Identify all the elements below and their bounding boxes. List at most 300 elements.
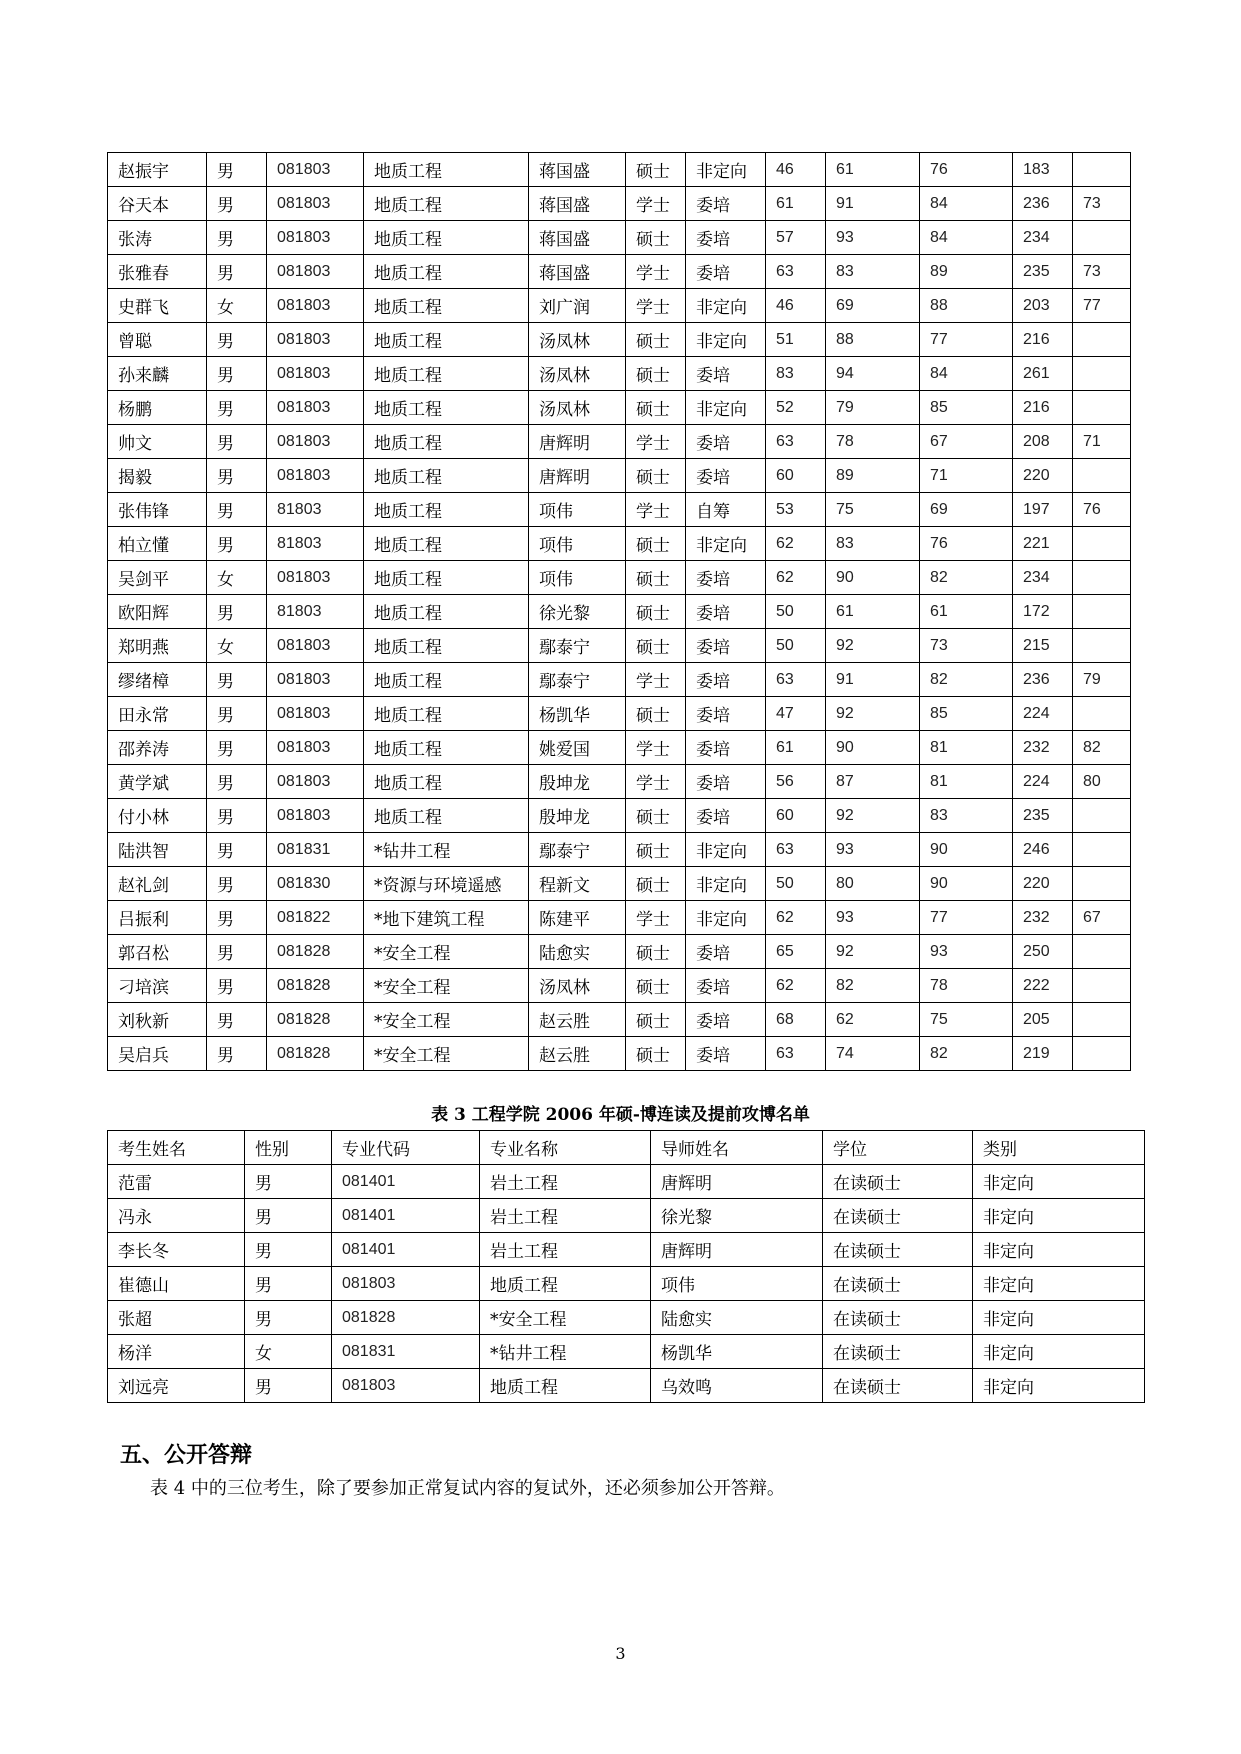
- master-phd-list-table-body: [108, 1165, 1145, 1403]
- table-cell: *安全工程: [364, 969, 529, 1003]
- table-cell: 杨鹏: [108, 391, 207, 425]
- table-cell: 非定向: [686, 289, 766, 323]
- table-cell: 曾聪: [108, 323, 207, 357]
- table-cell: 75: [826, 493, 920, 527]
- table-cell: [1073, 629, 1131, 663]
- table-cell: 非定向: [973, 1233, 1145, 1267]
- table-cell: 非定向: [973, 1199, 1145, 1233]
- table-cell: 83: [826, 527, 920, 561]
- table-cell: 92: [826, 799, 920, 833]
- table-cell: 男: [207, 527, 267, 561]
- table-cell: 委培: [686, 765, 766, 799]
- table-cell: 男: [207, 697, 267, 731]
- table-cell: 徐光黎: [529, 595, 626, 629]
- table-cell: 吴启兵: [108, 1037, 207, 1071]
- table-cell: 63: [766, 663, 826, 697]
- table-cell: 地质工程: [364, 629, 529, 663]
- table-cell: 女: [245, 1335, 332, 1369]
- table-cell: [1073, 221, 1131, 255]
- table-cell: 77: [920, 323, 1013, 357]
- table-cell: 委培: [686, 187, 766, 221]
- table-row: [108, 697, 1131, 731]
- table-cell: 汤凤林: [529, 391, 626, 425]
- table-cell: 88: [920, 289, 1013, 323]
- table-row: [108, 731, 1131, 765]
- table-cell: 203: [1013, 289, 1073, 323]
- table-cell: 张涛: [108, 221, 207, 255]
- table-cell: 93: [826, 901, 920, 935]
- table-cell: 84: [920, 221, 1013, 255]
- admission-scores-table-body: [108, 153, 1131, 1071]
- table-cell: 刘广润: [529, 289, 626, 323]
- table-cell: *安全工程: [364, 935, 529, 969]
- table-cell: 男: [207, 663, 267, 697]
- table-cell: 张超: [108, 1301, 245, 1335]
- table-cell: 男: [207, 1003, 267, 1037]
- table-cell: 欧阳辉: [108, 595, 207, 629]
- table-cell: 在读硕士: [823, 1199, 973, 1233]
- page-number: 3: [615, 1644, 626, 1663]
- table-cell: 委培: [686, 255, 766, 289]
- table-cell: 田永常: [108, 697, 207, 731]
- table-row: [108, 425, 1131, 459]
- table-row: [108, 663, 1131, 697]
- table-cell: *安全工程: [480, 1301, 651, 1335]
- table-cell: [1073, 323, 1131, 357]
- table-cell: 77: [920, 901, 1013, 935]
- table-cell: 委培: [686, 731, 766, 765]
- table-cell: 男: [207, 153, 267, 187]
- table-cell: 46: [766, 289, 826, 323]
- table-cell: 081803: [332, 1267, 480, 1301]
- table-cell: 委培: [686, 1037, 766, 1071]
- table-cell: 62: [826, 1003, 920, 1037]
- table-cell: [1073, 697, 1131, 731]
- table-cell: 081803: [267, 731, 364, 765]
- table-cell: 非定向: [973, 1301, 1145, 1335]
- table-cell: 50: [766, 867, 826, 901]
- table-cell: 081803: [267, 697, 364, 731]
- table-cell: 地质工程: [364, 255, 529, 289]
- table-cell: 非定向: [973, 1165, 1145, 1199]
- table-cell: 081803: [267, 153, 364, 187]
- table-cell: 56: [766, 765, 826, 799]
- table-cell: 81: [920, 765, 1013, 799]
- table-cell: 地质工程: [364, 595, 529, 629]
- table-cell: 女: [207, 629, 267, 663]
- table-cell: 委培: [686, 1003, 766, 1037]
- table-cell: 236: [1013, 663, 1073, 697]
- table-cell: 73: [1073, 187, 1131, 221]
- table-cell: 90: [826, 561, 920, 595]
- table-cell: 自筹: [686, 493, 766, 527]
- table-cell: 唐辉明: [529, 425, 626, 459]
- table-cell: 65: [766, 935, 826, 969]
- table-cell: 陆愈实: [529, 935, 626, 969]
- table-cell: 172: [1013, 595, 1073, 629]
- table-cell: 在读硕士: [823, 1165, 973, 1199]
- table-cell: 硕士: [626, 1003, 686, 1037]
- table-cell: 47: [766, 697, 826, 731]
- table-row: [108, 561, 1131, 595]
- table-row: [108, 969, 1131, 1003]
- table-cell: 男: [207, 187, 267, 221]
- table-cell: 陈建平: [529, 901, 626, 935]
- table-cell: 非定向: [686, 323, 766, 357]
- table-cell: 唐辉明: [651, 1165, 823, 1199]
- table-cell: 项伟: [529, 493, 626, 527]
- table-cell: 男: [207, 765, 267, 799]
- table-row: [108, 255, 1131, 289]
- table-cell: 委培: [686, 561, 766, 595]
- table-cell: 221: [1013, 527, 1073, 561]
- table-cell: [1073, 391, 1131, 425]
- table-cell: 项伟: [529, 561, 626, 595]
- table-cell: 87: [826, 765, 920, 799]
- table-row: [108, 1003, 1131, 1037]
- table-cell: 081803: [267, 357, 364, 391]
- table-cell: 220: [1013, 867, 1073, 901]
- table-cell: 地质工程: [364, 153, 529, 187]
- table-cell: 081828: [332, 1301, 480, 1335]
- table-cell: *钻井工程: [480, 1335, 651, 1369]
- table-cell: 揭毅: [108, 459, 207, 493]
- table-cell: 鄢泰宁: [529, 629, 626, 663]
- table-row: [108, 1199, 1145, 1233]
- table-cell: 在读硕士: [823, 1335, 973, 1369]
- table-row: [108, 493, 1131, 527]
- table-cell: 硕士: [626, 221, 686, 255]
- table-cell: 62: [766, 901, 826, 935]
- table-cell: 081803: [267, 425, 364, 459]
- table-cell: 63: [766, 1037, 826, 1071]
- table-header-row: [108, 1131, 1145, 1165]
- table-cell: 柏立懂: [108, 527, 207, 561]
- table-cell: 男: [207, 833, 267, 867]
- table-cell: 232: [1013, 901, 1073, 935]
- table-cell: [1073, 595, 1131, 629]
- table-cell: 陆愈实: [651, 1301, 823, 1335]
- table-cell: 224: [1013, 765, 1073, 799]
- table-cell: 委培: [686, 459, 766, 493]
- table-cell: 男: [207, 1037, 267, 1071]
- table-cell: 刁培滨: [108, 969, 207, 1003]
- table-cell: [1073, 969, 1131, 1003]
- table-cell: 地质工程: [364, 527, 529, 561]
- table-row: [108, 765, 1131, 799]
- table-cell: 杨凯华: [529, 697, 626, 731]
- table-cell: 刘远亮: [108, 1369, 245, 1403]
- table-cell: 081803: [267, 459, 364, 493]
- table-cell: 学士: [626, 289, 686, 323]
- table-cell: 92: [826, 629, 920, 663]
- table-cell: 081401: [332, 1233, 480, 1267]
- table-cell: 地质工程: [364, 799, 529, 833]
- table-cell: 陆洪智: [108, 833, 207, 867]
- table-cell: 委培: [686, 969, 766, 1003]
- table-cell: 徐光黎: [651, 1199, 823, 1233]
- table-cell: 项伟: [651, 1267, 823, 1301]
- table-cell: 91: [826, 663, 920, 697]
- table-cell: 孙来麟: [108, 357, 207, 391]
- table-cell: 081831: [267, 833, 364, 867]
- table-cell: 地质工程: [364, 323, 529, 357]
- table-cell: 081803: [267, 561, 364, 595]
- table-cell: 69: [826, 289, 920, 323]
- table-cell: 地质工程: [364, 765, 529, 799]
- table-cell: 学士: [626, 187, 686, 221]
- table-cell: 赵云胜: [529, 1037, 626, 1071]
- table-cell: 男: [207, 425, 267, 459]
- table-cell: 非定向: [686, 867, 766, 901]
- table-cell: 61: [826, 595, 920, 629]
- table-cell: 84: [920, 187, 1013, 221]
- table-cell: 蒋国盛: [529, 255, 626, 289]
- table-cell: 82: [920, 561, 1013, 595]
- table-cell: [1073, 153, 1131, 187]
- table-cell: 80: [826, 867, 920, 901]
- table-cell: 委培: [686, 357, 766, 391]
- table-cell: 帅文: [108, 425, 207, 459]
- table-cell: 项伟: [529, 527, 626, 561]
- table-cell: 非定向: [686, 153, 766, 187]
- table-cell: 81803: [267, 527, 364, 561]
- table-cell: [1073, 935, 1131, 969]
- table-row: [108, 935, 1131, 969]
- table-cell: 62: [766, 969, 826, 1003]
- table-cell: 吴剑平: [108, 561, 207, 595]
- table-cell: 硕士: [626, 357, 686, 391]
- table-cell: 60: [766, 459, 826, 493]
- table-cell: 硕士: [626, 391, 686, 425]
- table-cell: 硕士: [626, 867, 686, 901]
- table-cell: 杨凯华: [651, 1335, 823, 1369]
- table-cell: 81: [920, 731, 1013, 765]
- table-cell: 委培: [686, 425, 766, 459]
- table-cell: 081803: [267, 629, 364, 663]
- table-cell: 50: [766, 595, 826, 629]
- header-cell: 专业代码: [332, 1131, 480, 1165]
- table-cell: 男: [207, 459, 267, 493]
- table-cell: 女: [207, 561, 267, 595]
- table-cell: 236: [1013, 187, 1073, 221]
- header-cell: 性别: [245, 1131, 332, 1165]
- table-cell: 85: [920, 697, 1013, 731]
- table-cell: 76: [1073, 493, 1131, 527]
- table-cell: 081803: [267, 187, 364, 221]
- table-cell: 蒋国盛: [529, 221, 626, 255]
- table-cell: 081830: [267, 867, 364, 901]
- table-cell: 220: [1013, 459, 1073, 493]
- table-cell: 赵振宇: [108, 153, 207, 187]
- table-cell: 汤凤林: [529, 969, 626, 1003]
- table-cell: 081828: [267, 935, 364, 969]
- table-row: [108, 901, 1131, 935]
- table-cell: 62: [766, 527, 826, 561]
- table-cell: 61: [826, 153, 920, 187]
- table-cell: 委培: [686, 221, 766, 255]
- table-cell: 081831: [332, 1335, 480, 1369]
- table-cell: 85: [920, 391, 1013, 425]
- table-cell: 235: [1013, 255, 1073, 289]
- table-cell: 赵礼剑: [108, 867, 207, 901]
- table-cell: [1073, 561, 1131, 595]
- table-cell: 地质工程: [364, 289, 529, 323]
- table-cell: 081803: [267, 323, 364, 357]
- table-row: [108, 1335, 1145, 1369]
- table-cell: 委培: [686, 935, 766, 969]
- table-cell: 081803: [267, 391, 364, 425]
- table-cell: 学士: [626, 493, 686, 527]
- table-cell: 081401: [332, 1165, 480, 1199]
- table-cell: 222: [1013, 969, 1073, 1003]
- table-cell: 学士: [626, 663, 686, 697]
- table-cell: 汤凤林: [529, 357, 626, 391]
- table-cell: 地质工程: [364, 561, 529, 595]
- table-cell: 234: [1013, 561, 1073, 595]
- table-cell: 216: [1013, 323, 1073, 357]
- table-cell: 234: [1013, 221, 1073, 255]
- table-cell: *安全工程: [364, 1037, 529, 1071]
- table-cell: 261: [1013, 357, 1073, 391]
- header-cell: 学位: [823, 1131, 973, 1165]
- admission-scores-table: [107, 152, 1131, 1071]
- table-cell: 61: [920, 595, 1013, 629]
- table-row: [108, 1165, 1145, 1199]
- table-cell: 男: [207, 969, 267, 1003]
- table-cell: 男: [207, 799, 267, 833]
- header-cell: 类别: [973, 1131, 1145, 1165]
- table-cell: 79: [826, 391, 920, 425]
- table-cell: *地下建筑工程: [364, 901, 529, 935]
- table-row: [108, 1267, 1145, 1301]
- table-cell: 82: [1073, 731, 1131, 765]
- table-cell: 非定向: [973, 1369, 1145, 1403]
- table-row: [108, 357, 1131, 391]
- table-cell: 62: [766, 561, 826, 595]
- table-row: [108, 323, 1131, 357]
- table-cell: 83: [826, 255, 920, 289]
- table-cell: *钻井工程: [364, 833, 529, 867]
- table-cell: 地质工程: [364, 731, 529, 765]
- table-cell: 吕振利: [108, 901, 207, 935]
- table-cell: 71: [1073, 425, 1131, 459]
- table-cell: 68: [766, 1003, 826, 1037]
- table-cell: 非定向: [686, 833, 766, 867]
- table-cell: 男: [207, 493, 267, 527]
- table-cell: [1073, 1003, 1131, 1037]
- table-cell: 硕士: [626, 697, 686, 731]
- table-cell: 地质工程: [364, 459, 529, 493]
- table-cell: 在读硕士: [823, 1267, 973, 1301]
- table-cell: 183: [1013, 153, 1073, 187]
- table-cell: 74: [826, 1037, 920, 1071]
- header-cell: 导师姓名: [651, 1131, 823, 1165]
- table-cell: 郑明燕: [108, 629, 207, 663]
- table-cell: 79: [1073, 663, 1131, 697]
- table-cell: 地质工程: [364, 187, 529, 221]
- table-cell: [1073, 799, 1131, 833]
- table-cell: 地质工程: [480, 1369, 651, 1403]
- table-cell: 081803: [332, 1369, 480, 1403]
- table-cell: [1073, 1037, 1131, 1071]
- table-cell: 殷坤龙: [529, 765, 626, 799]
- table-cell: 委培: [686, 629, 766, 663]
- table-row: [108, 289, 1131, 323]
- table3-caption: 表 3 工程学院 2006 年硕-博连读及提前攻博名单: [431, 1105, 810, 1125]
- table-cell: 92: [826, 697, 920, 731]
- table-cell: 蒋国盛: [529, 187, 626, 221]
- table-cell: 84: [920, 357, 1013, 391]
- table-cell: 硕士: [626, 459, 686, 493]
- table-cell: 215: [1013, 629, 1073, 663]
- table-cell: 246: [1013, 833, 1073, 867]
- table-cell: 081803: [267, 799, 364, 833]
- table-cell: 男: [207, 731, 267, 765]
- table-row: [108, 867, 1131, 901]
- table-cell: 94: [826, 357, 920, 391]
- table-cell: 90: [920, 867, 1013, 901]
- table-cell: 52: [766, 391, 826, 425]
- table-cell: 非定向: [686, 901, 766, 935]
- table-cell: 081803: [267, 289, 364, 323]
- table-cell: 岩土工程: [480, 1199, 651, 1233]
- table-cell: 197: [1013, 493, 1073, 527]
- section-paragraph: 表 4 中的三位考生，除了要参加正常复试内容的复试外，还必须参加公开答辩。: [150, 1478, 785, 1499]
- table-cell: 232: [1013, 731, 1073, 765]
- table-cell: 73: [1073, 255, 1131, 289]
- table-cell: 非定向: [973, 1335, 1145, 1369]
- table-cell: 地质工程: [480, 1267, 651, 1301]
- table-cell: 91: [826, 187, 920, 221]
- table-cell: 唐辉明: [651, 1233, 823, 1267]
- table-row: [108, 799, 1131, 833]
- table-cell: 51: [766, 323, 826, 357]
- table-cell: 地质工程: [364, 663, 529, 697]
- table-cell: 男: [207, 901, 267, 935]
- table-cell: 53: [766, 493, 826, 527]
- table-cell: 男: [245, 1233, 332, 1267]
- table-cell: 82: [920, 1037, 1013, 1071]
- table-cell: 63: [766, 425, 826, 459]
- table-cell: 57: [766, 221, 826, 255]
- table-cell: 男: [245, 1301, 332, 1335]
- table-cell: 89: [920, 255, 1013, 289]
- table-cell: 50: [766, 629, 826, 663]
- table-row: [108, 187, 1131, 221]
- table-cell: 杨洋: [108, 1335, 245, 1369]
- table-row: [108, 1301, 1145, 1335]
- table-cell: 男: [245, 1369, 332, 1403]
- table-cell: 刘秋新: [108, 1003, 207, 1037]
- table-cell: 硕士: [626, 561, 686, 595]
- table-cell: 男: [207, 357, 267, 391]
- table-cell: 史群飞: [108, 289, 207, 323]
- table-cell: 216: [1013, 391, 1073, 425]
- table-cell: 男: [245, 1199, 332, 1233]
- table-cell: 081828: [267, 969, 364, 1003]
- table-cell: 男: [245, 1267, 332, 1301]
- table-cell: 男: [245, 1165, 332, 1199]
- table-cell: 081803: [267, 221, 364, 255]
- table-cell: 77: [1073, 289, 1131, 323]
- table-cell: 93: [920, 935, 1013, 969]
- table-cell: 081828: [267, 1037, 364, 1071]
- table-cell: 地质工程: [364, 697, 529, 731]
- table-row: [108, 153, 1131, 187]
- table-cell: 学士: [626, 731, 686, 765]
- table-cell: 学士: [626, 901, 686, 935]
